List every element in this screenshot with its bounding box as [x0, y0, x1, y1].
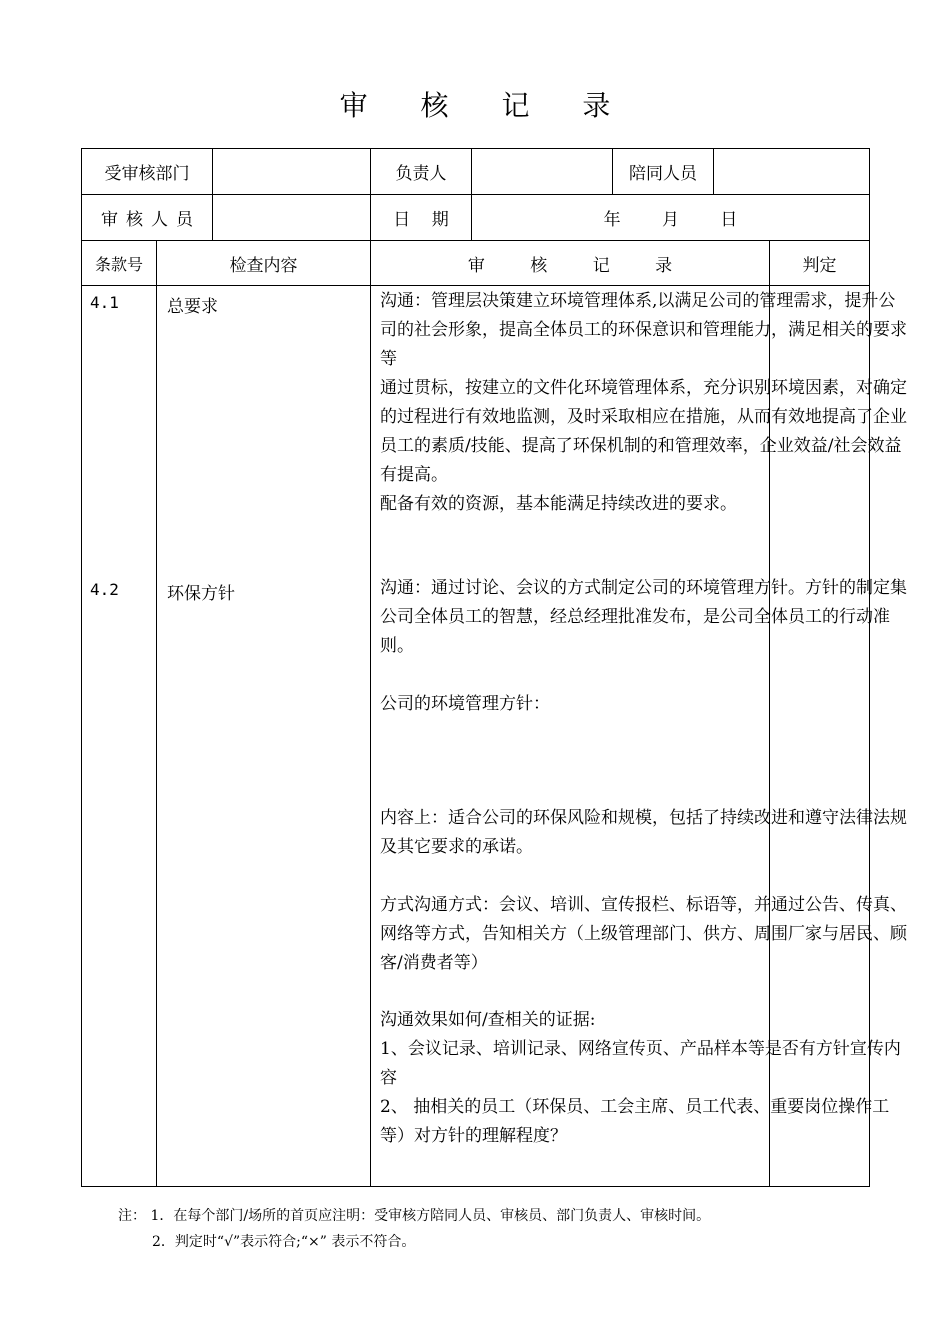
- topic-environmental-policy: 环保方针: [167, 584, 235, 604]
- auditor-label: 审核人员: [82, 195, 213, 241]
- date-month: 月: [662, 210, 679, 230]
- record-paragraph: 公司的环境管理方针：: [380, 694, 550, 714]
- record-paragraph: 1、会议记录、培训记录、网络宣传页、产品样本等是否有方针宣传内容: [380, 1039, 901, 1088]
- date-label: 日 期: [371, 195, 472, 241]
- judge-header: 判定: [770, 241, 870, 286]
- date-day: 日: [720, 210, 738, 230]
- audited-dept-value[interactable]: [213, 149, 371, 195]
- footnote-1: 注： 1．在每个部门/场所的首页应注明：受审核方陪同人员、审核员、部门负责人、审核时间。: [118, 1208, 711, 1224]
- record-paragraph: 沟通效果如何/查相关的证据:: [380, 1010, 596, 1030]
- content-header: 检查内容: [157, 241, 371, 286]
- auditor-value[interactable]: [213, 195, 371, 241]
- responsible-value[interactable]: [472, 149, 613, 195]
- record-paragraph: 内容上：适合公司的环保风险和规模，包括了持续改进和遵守法律法规及其它要求的承诺。: [380, 808, 907, 857]
- audit-record-table: [81, 148, 907, 1187]
- judge-column[interactable]: [770, 286, 870, 1187]
- record-paragraph: 2、 抽相关的员工（环保员、工会主席、员工代表、重要岗位操作工等）对方针的理解程度？: [380, 1097, 890, 1146]
- clause-column: [82, 286, 157, 1187]
- footnote-2: 2．判定时“√”表示符合;“×” 表示不符合。: [152, 1234, 416, 1250]
- record-column: [371, 286, 907, 1187]
- record-paragraph: 沟通：管理层决策建立环境管理体系,以满足公司的管理需求，提升公司的社会形象，提高全体员工的环保意识和管理能力，满足相关的要求等: [380, 291, 907, 369]
- record-paragraph: 沟通：通过讨论、会议的方式制定公司的环境管理方针。方针的制定集公司全体员工的智慧，经总经理批准发布，是公司全体员工的行动准则。: [380, 578, 907, 656]
- audited-dept-label: 受审核部门: [82, 149, 213, 195]
- accompany-label: 陪同人员: [613, 149, 714, 195]
- header-row-dept: [82, 149, 870, 195]
- content-column: [157, 286, 371, 1187]
- clause-4-1: 4.1: [90, 293, 119, 312]
- topic-general-requirements: 总要求: [167, 297, 218, 317]
- responsible-label: 负责人: [371, 149, 472, 195]
- clause-header: 条款号: [82, 241, 157, 286]
- date-year: 年: [603, 210, 621, 230]
- record-paragraph: 配备有效的资源，基本能满足持续改进的要求。: [380, 494, 737, 514]
- column-header-row: [82, 241, 870, 286]
- record-paragraph: 方式沟通方式：会议、培训、宣传报栏、标语等，并通过公告、传真、网络等方式，告知相关方（上级管理部门、供方、周围厂家与居民、顾客/消费者等）: [380, 895, 907, 973]
- page-title: 审 核 记 录: [339, 89, 633, 122]
- record-body-row: [82, 286, 870, 1187]
- clause-4-2: 4.2: [90, 580, 119, 599]
- record-paragraph: 通过贯标，按建立的文件化环境管理体系，充分识别环境因素，对确定的过程进行有效地监测，及时采取相应在措施，从而有效地提高了企业员工的素质/技能、提高了环保机制的和管理效率，企业效益/社会效益有提高。: [380, 378, 907, 485]
- accompany-value[interactable]: [714, 149, 870, 195]
- date-value[interactable]: [472, 195, 870, 241]
- header-row-auditor: [82, 195, 870, 241]
- record-header: 审 核 记 录: [371, 241, 770, 286]
